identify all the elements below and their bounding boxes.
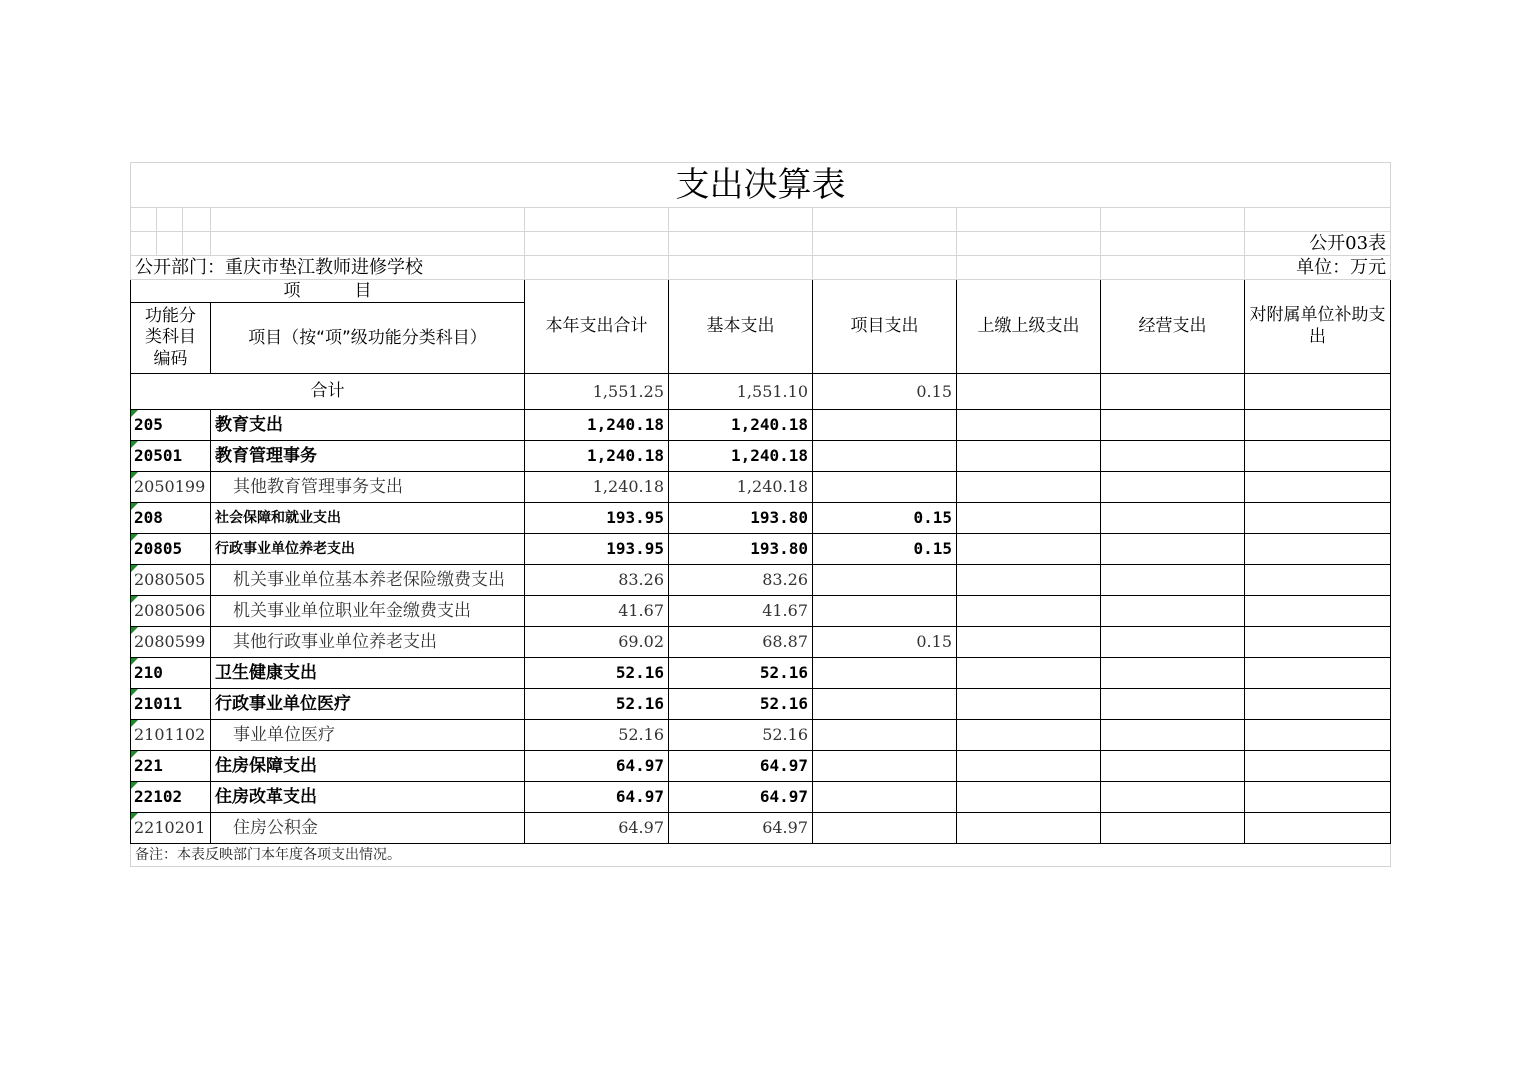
row-code: 20501 (134, 446, 183, 465)
row-upper (957, 782, 1101, 813)
row-code: 210 (134, 663, 163, 682)
row-code-cell (131, 782, 211, 813)
row-basic: 52.16 (669, 720, 813, 751)
header-item-name: 项目（按“项”级功能分类科目） (211, 303, 525, 374)
header-basic: 基本支出 (669, 280, 813, 374)
row-code-cell (131, 565, 211, 596)
row-name: 行政事业单位医疗 (211, 689, 525, 720)
header-business: 经营支出 (1101, 280, 1245, 374)
cell-marker-icon (131, 658, 138, 665)
row-business (1101, 596, 1245, 627)
table-row (131, 782, 1391, 813)
row-upper (957, 596, 1101, 627)
row-business (1101, 751, 1245, 782)
row-code-cell (131, 689, 211, 720)
row-business (1101, 658, 1245, 689)
total-basic: 1,551.10 (669, 374, 813, 410)
table-row (131, 751, 1391, 782)
cell-marker-icon (131, 410, 138, 417)
row-project (813, 782, 957, 813)
row-name: 行政事业单位养老支出 (211, 534, 525, 565)
table-row (131, 534, 1391, 565)
row-subsidiary (1245, 658, 1391, 689)
row-business (1101, 534, 1245, 565)
table-row (131, 565, 1391, 596)
row-code-cell (131, 534, 211, 565)
row-code: 21011 (134, 694, 183, 713)
row-project: 0.15 (813, 627, 957, 658)
row-upper (957, 410, 1101, 441)
row-total: 52.16 (525, 689, 669, 720)
row-basic: 52.16 (669, 658, 813, 689)
header-project: 项目支出 (813, 280, 957, 374)
row-basic: 193.80 (669, 534, 813, 565)
row-subsidiary (1245, 627, 1391, 658)
row-subsidiary (1245, 472, 1391, 503)
total-sum: 1,551.25 (525, 374, 669, 410)
row-code: 205 (134, 415, 163, 434)
row-upper (957, 689, 1101, 720)
row-code: 208 (134, 508, 163, 527)
row-total: 1,240.18 (525, 410, 669, 441)
row-basic: 64.97 (669, 813, 813, 844)
row-basic: 64.97 (669, 782, 813, 813)
row-subsidiary (1245, 689, 1391, 720)
row-upper (957, 472, 1101, 503)
row-subsidiary (1245, 782, 1391, 813)
row-business (1101, 565, 1245, 596)
header-upper: 上缴上级支出 (957, 280, 1101, 374)
row-code: 22102 (134, 787, 183, 806)
row-business (1101, 720, 1245, 751)
row-subsidiary (1245, 813, 1391, 844)
row-business (1101, 627, 1245, 658)
row-code: 2101102 (134, 725, 206, 744)
row-subsidiary (1245, 720, 1391, 751)
row-business (1101, 503, 1245, 534)
row-total: 64.97 (525, 782, 669, 813)
row-name: 事业单位医疗 (211, 720, 525, 751)
table-row (131, 503, 1391, 534)
unit-label: 单位：万元 (1245, 256, 1391, 280)
table-row (131, 627, 1391, 658)
row-code: 2080506 (134, 601, 206, 620)
row-subsidiary (1245, 503, 1391, 534)
row-subsidiary (1245, 410, 1391, 441)
row-code: 20805 (134, 539, 183, 558)
cell-marker-icon (131, 720, 138, 727)
row-name: 社会保障和就业支出 (211, 503, 525, 534)
row-total: 64.97 (525, 813, 669, 844)
row-project: 0.15 (813, 534, 957, 565)
row-upper (957, 534, 1101, 565)
row-name: 住房保障支出 (211, 751, 525, 782)
row-name: 卫生健康支出 (211, 658, 525, 689)
row-code-cell (131, 410, 211, 441)
row-code-cell (131, 720, 211, 751)
header-item: 项 目 (131, 280, 525, 303)
row-code: 2050199 (134, 477, 206, 496)
department-label: 公开部门：重庆市垫江教师进修学校 (131, 256, 525, 280)
cell-marker-icon (131, 596, 138, 603)
header-subsidiary: 对附属单位补助支出 (1245, 280, 1391, 374)
table-row (131, 689, 1391, 720)
cell-marker-icon (131, 627, 138, 634)
row-code: 221 (134, 756, 163, 775)
row-name: 其他教育管理事务支出 (211, 472, 525, 503)
row-total: 64.97 (525, 751, 669, 782)
row-subsidiary (1245, 596, 1391, 627)
row-project (813, 596, 957, 627)
row-total: 193.95 (525, 503, 669, 534)
row-total: 83.26 (525, 565, 669, 596)
row-business (1101, 782, 1245, 813)
row-code: 2080599 (134, 632, 206, 651)
row-project (813, 689, 957, 720)
row-code-cell (131, 472, 211, 503)
row-upper (957, 627, 1101, 658)
row-project (813, 813, 957, 844)
expenditure-table (130, 162, 1391, 867)
row-project (813, 658, 957, 689)
table-row (131, 410, 1391, 441)
row-name: 住房公积金 (211, 813, 525, 844)
row-project (813, 751, 957, 782)
row-project (813, 441, 957, 472)
table-row (131, 472, 1391, 503)
row-project (813, 565, 957, 596)
row-subsidiary (1245, 751, 1391, 782)
row-name: 其他行政事业单位养老支出 (211, 627, 525, 658)
row-upper (957, 658, 1101, 689)
cell-marker-icon (131, 751, 138, 758)
table-row (131, 720, 1391, 751)
row-name: 教育管理事务 (211, 441, 525, 472)
row-project (813, 410, 957, 441)
row-upper (957, 503, 1101, 534)
row-project (813, 472, 957, 503)
row-name: 住房改革支出 (211, 782, 525, 813)
row-business (1101, 472, 1245, 503)
row-basic: 64.97 (669, 751, 813, 782)
table-row (131, 596, 1391, 627)
row-basic: 1,240.18 (669, 441, 813, 472)
row-code: 2080505 (134, 570, 206, 589)
row-project: 0.15 (813, 503, 957, 534)
row-business (1101, 813, 1245, 844)
row-subsidiary (1245, 441, 1391, 472)
row-code-cell (131, 658, 211, 689)
table-note: 备注：本表反映部门本年度各项支出情况。 (131, 844, 1391, 867)
cell-marker-icon (131, 534, 138, 541)
row-project (813, 720, 957, 751)
row-upper (957, 720, 1101, 751)
row-business (1101, 689, 1245, 720)
row-code: 2210201 (134, 818, 206, 837)
cell-marker-icon (131, 565, 138, 572)
row-basic: 41.67 (669, 596, 813, 627)
row-business (1101, 441, 1245, 472)
row-total: 1,240.18 (525, 441, 669, 472)
row-code-cell (131, 596, 211, 627)
row-total: 193.95 (525, 534, 669, 565)
row-code-cell (131, 503, 211, 534)
row-subsidiary (1245, 565, 1391, 596)
row-basic: 83.26 (669, 565, 813, 596)
row-upper (957, 441, 1101, 472)
expenditure-sheet (130, 162, 1390, 867)
cell-marker-icon (131, 503, 138, 510)
form-code: 公开03表 (1245, 232, 1391, 256)
total-label: 合计 (131, 374, 525, 410)
row-name: 机关事业单位基本养老保险缴费支出 (211, 565, 525, 596)
row-code-cell (131, 441, 211, 472)
header-code: 功能分类科目编码 (131, 303, 211, 374)
row-upper (957, 565, 1101, 596)
row-upper (957, 751, 1101, 782)
row-business (1101, 410, 1245, 441)
cell-marker-icon (131, 441, 138, 448)
table-title: 支出决算表 (131, 163, 1391, 208)
cell-marker-icon (131, 782, 138, 789)
row-total: 52.16 (525, 720, 669, 751)
row-name: 机关事业单位职业年金缴费支出 (211, 596, 525, 627)
total-project: 0.15 (813, 374, 957, 410)
row-code-cell (131, 813, 211, 844)
row-total: 1,240.18 (525, 472, 669, 503)
row-basic: 193.80 (669, 503, 813, 534)
cell-marker-icon (131, 689, 138, 696)
row-basic: 52.16 (669, 689, 813, 720)
row-total: 69.02 (525, 627, 669, 658)
row-name: 教育支出 (211, 410, 525, 441)
cell-marker-icon (131, 813, 138, 820)
table-row (131, 813, 1391, 844)
table-row (131, 658, 1391, 689)
cell-marker-icon (131, 472, 138, 479)
row-upper (957, 813, 1101, 844)
row-total: 52.16 (525, 658, 669, 689)
table-row (131, 441, 1391, 472)
row-basic: 1,240.18 (669, 410, 813, 441)
row-basic: 1,240.18 (669, 472, 813, 503)
row-code-cell (131, 627, 211, 658)
row-basic: 68.87 (669, 627, 813, 658)
row-total: 41.67 (525, 596, 669, 627)
row-code-cell (131, 751, 211, 782)
row-subsidiary (1245, 534, 1391, 565)
header-total: 本年支出合计 (525, 280, 669, 374)
